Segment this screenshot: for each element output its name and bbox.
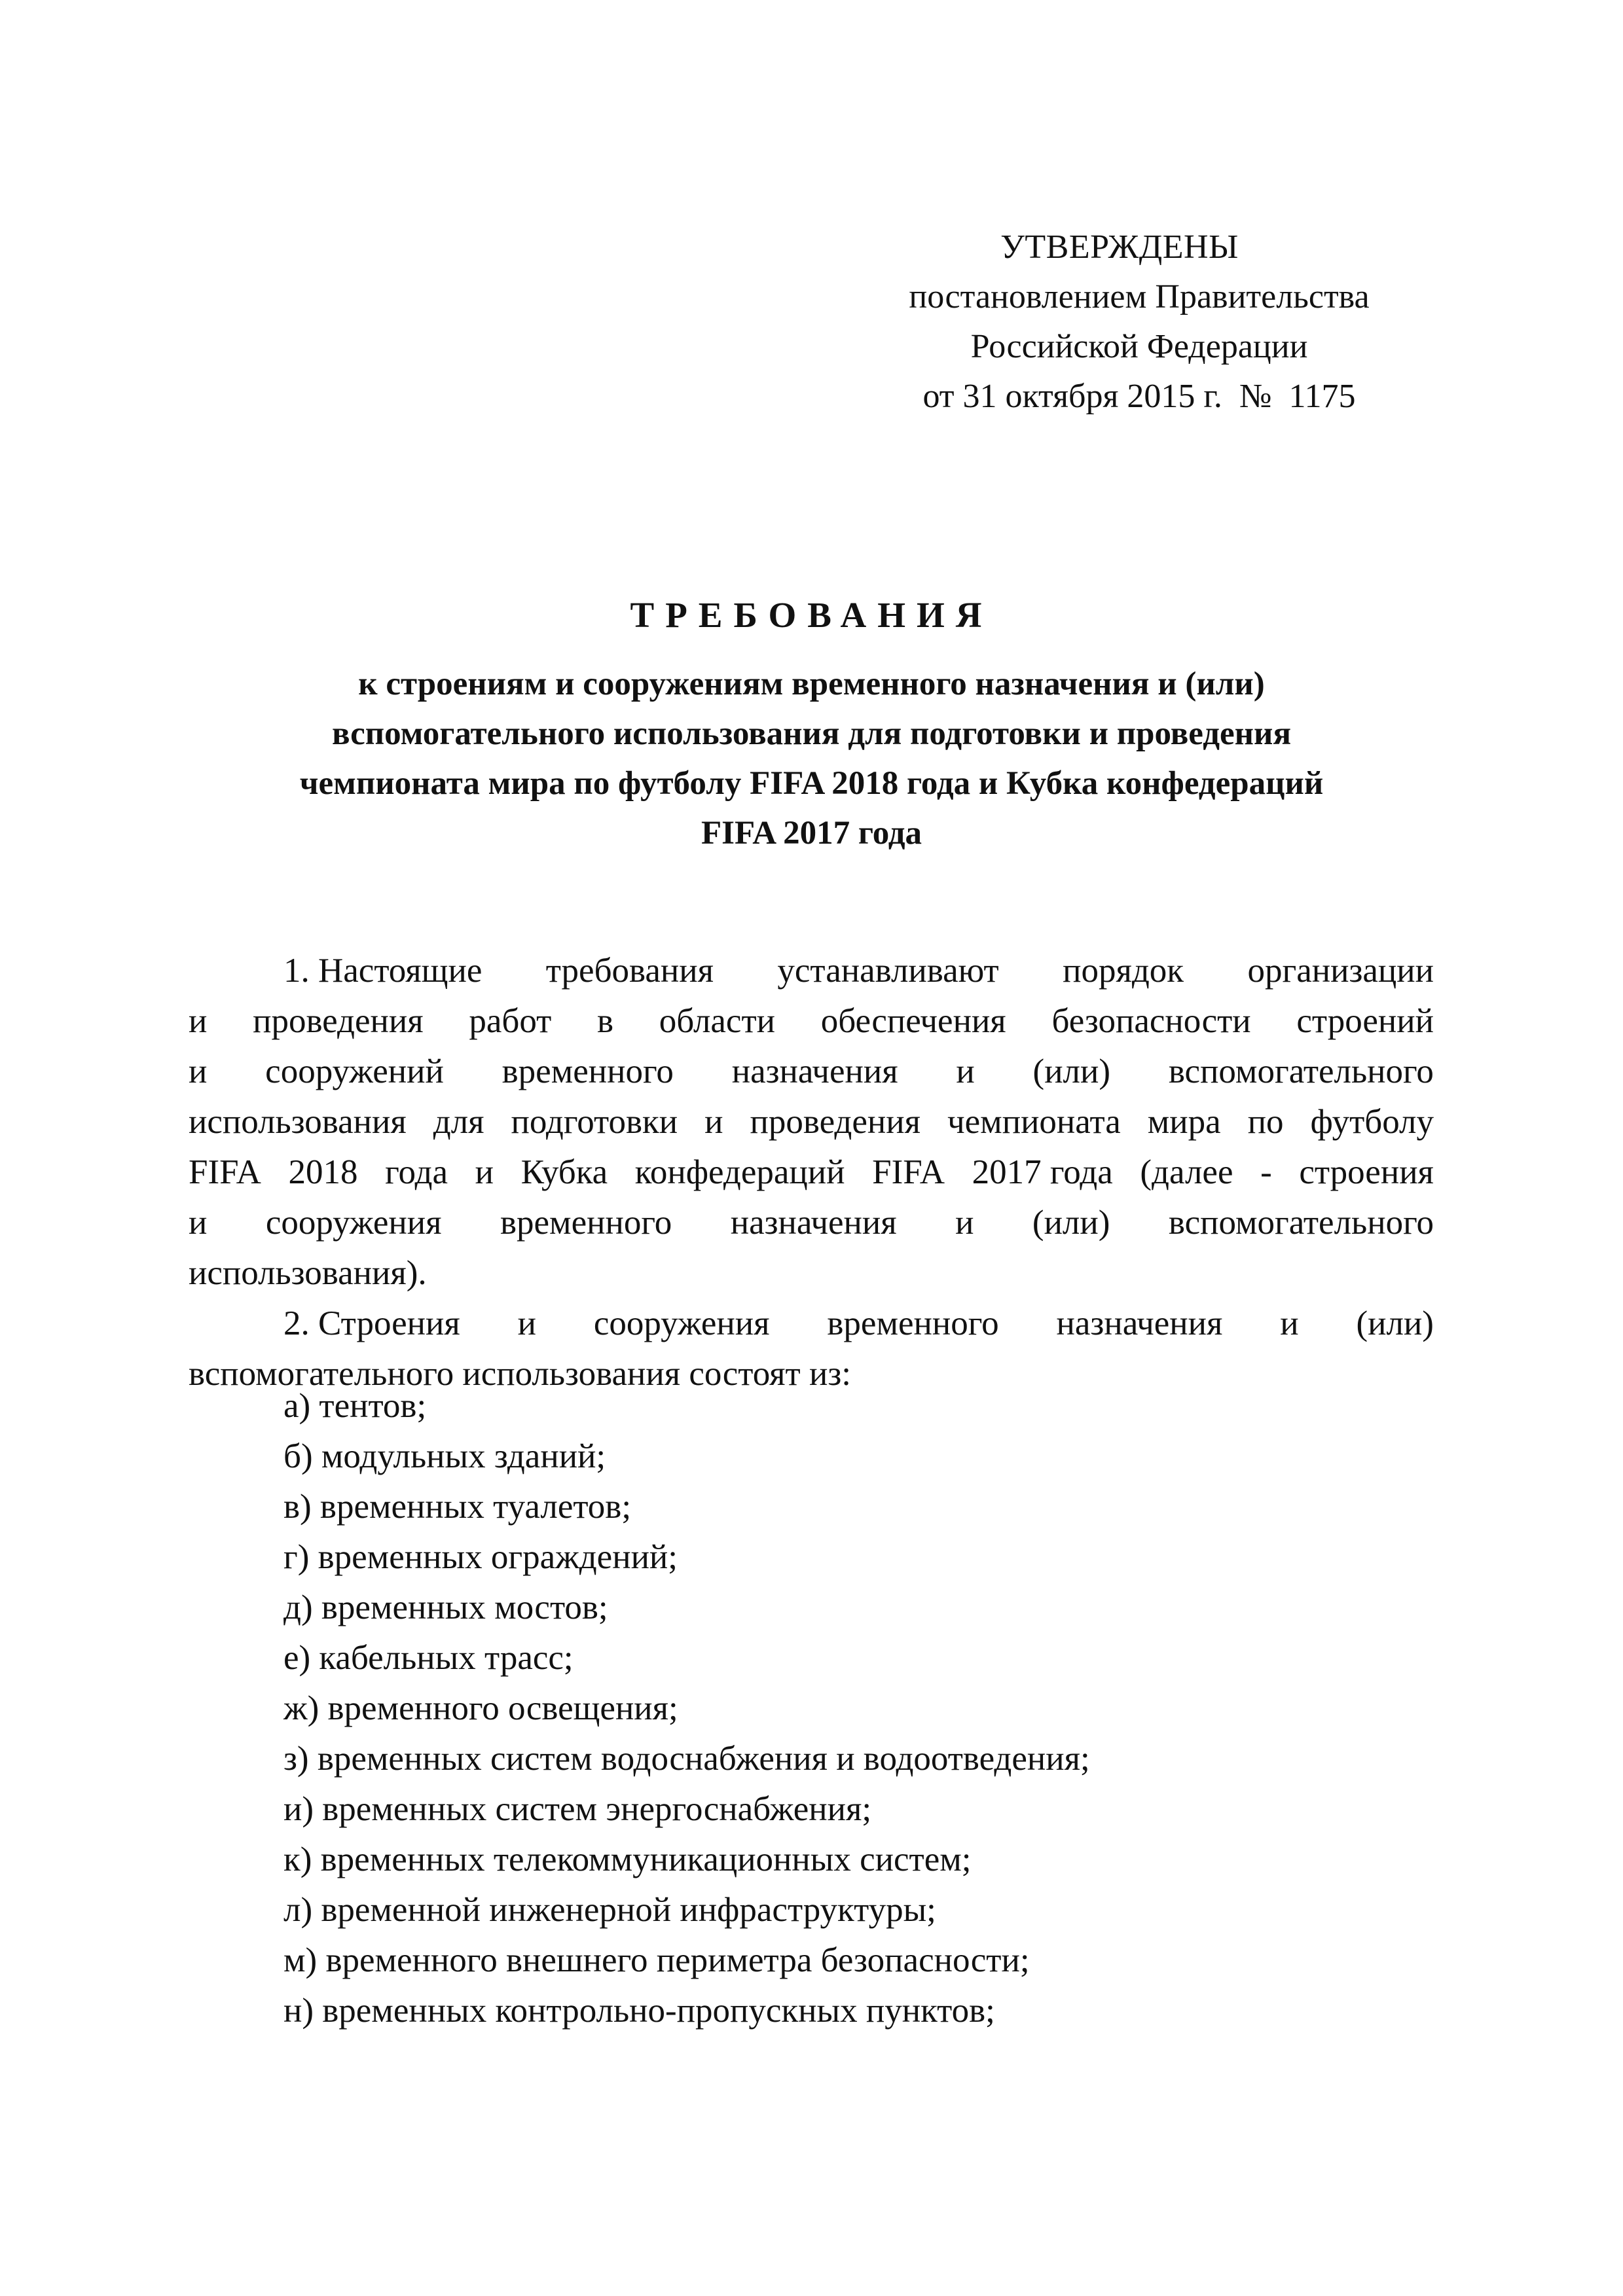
word: организации: [1247, 952, 1434, 990]
approval-line-1: постановлением Правительства: [909, 278, 1370, 315]
word: (или): [1032, 1052, 1111, 1090]
paragraph-1-line: [189, 1047, 1434, 1097]
structures-list: [283, 1381, 1090, 2036]
word: по: [1247, 1103, 1284, 1141]
paragraph-2-last-line: вспомогательного использования состоят из:: [189, 1355, 851, 1393]
list-item: ж) временного освещения;: [283, 1689, 678, 1727]
word: футболу: [1310, 1103, 1434, 1141]
list-item: к) временных телекоммуникационных систем;: [283, 1840, 972, 1878]
list-item: г) временных ограждений;: [283, 1538, 678, 1576]
list-item: в) временных туалетов;: [283, 1488, 632, 1526]
subtitle-line: FIFA 2017 года: [701, 815, 922, 852]
list-item: д) временных мостов;: [283, 1588, 608, 1626]
word: и: [955, 1204, 974, 1242]
subtitle-line: к строениям и сооружениям временного назначения и (или): [358, 666, 1265, 702]
word: назначения: [1056, 1304, 1223, 1342]
word: сооружений: [265, 1052, 444, 1090]
word: проведения: [750, 1103, 921, 1141]
word: (или): [1356, 1304, 1434, 1342]
word: в: [597, 1002, 614, 1040]
word: и: [1280, 1304, 1299, 1342]
word: работ: [469, 1002, 552, 1040]
word: 2017 года: [972, 1153, 1113, 1191]
word: (или): [1032, 1204, 1110, 1242]
word: (далее: [1140, 1153, 1233, 1191]
word: года: [385, 1153, 448, 1191]
paragraph-1-last-line: использования).: [189, 1254, 427, 1292]
word: и: [189, 1052, 208, 1090]
word: сооружения: [265, 1204, 442, 1242]
list-item: м) временного внешнего периметра безопасности;: [283, 1941, 1030, 1979]
word: обеспечения: [820, 1002, 1006, 1040]
word: и: [189, 1204, 208, 1242]
paragraph-1-line: [189, 1198, 1434, 1248]
document-title: ТРЕБОВАНИЯ: [630, 595, 993, 635]
word: 2018: [288, 1153, 358, 1191]
word: строений: [1296, 1002, 1434, 1040]
word: временного: [500, 1204, 672, 1242]
word: устанавливают: [777, 952, 999, 990]
word: FIFA: [872, 1153, 945, 1191]
word: назначения: [730, 1204, 897, 1242]
word: подготовки: [511, 1103, 678, 1141]
word: использования: [189, 1103, 407, 1141]
paragraph-1-line: [189, 1097, 1434, 1147]
approval-line-2: Российской Федерации: [970, 328, 1308, 365]
paragraph-1-line: [189, 1147, 1434, 1198]
list-item: н) временных контрольно-пропускных пунктов;: [283, 1992, 995, 2030]
word: мира: [1147, 1103, 1221, 1141]
word: и: [189, 1002, 208, 1040]
word: строения: [1299, 1153, 1434, 1191]
document-subtitle: [157, 659, 1466, 858]
word: 2. Строения: [283, 1304, 460, 1342]
word: и: [956, 1052, 975, 1090]
list-item: л) временной инженерной инфраструктуры;: [283, 1891, 936, 1929]
approval-block: [845, 223, 1434, 422]
approved-heading: УТВЕРЖДЕНЫ: [1000, 228, 1239, 266]
list-item: б) модульных зданий;: [283, 1437, 606, 1475]
paragraph-1-line: [189, 996, 1434, 1047]
word: для: [433, 1103, 484, 1141]
word: Кубка: [520, 1153, 608, 1191]
list-item: а) тентов;: [283, 1387, 427, 1425]
subtitle-line: вспомогательного использования для подготовки и проведения: [331, 715, 1292, 752]
word: конфедераций: [634, 1153, 845, 1191]
list-item: и) временных систем энергоснабжения;: [283, 1790, 872, 1828]
document-body: [189, 946, 1434, 1399]
word: временного: [501, 1052, 674, 1090]
approval-date-line: от 31 октября 2015 г. № 1175: [922, 378, 1356, 415]
word: области: [659, 1002, 775, 1040]
word: -: [1260, 1153, 1272, 1191]
word: безопасности: [1051, 1002, 1251, 1040]
word: проведения: [253, 1002, 424, 1040]
word: чемпионата: [947, 1103, 1121, 1141]
word: и: [704, 1103, 723, 1141]
word: порядок: [1063, 952, 1184, 990]
word: и: [517, 1304, 536, 1342]
paragraph-1-line: [189, 946, 1434, 996]
word: требования: [545, 952, 714, 990]
word: вспомогательного: [1168, 1052, 1434, 1090]
paragraph-2-line: [189, 1299, 1434, 1349]
list-item: з) временных систем водоснабжения и водоотведения;: [283, 1740, 1090, 1778]
word: 1. Настоящие: [283, 952, 483, 990]
word: временного: [827, 1304, 999, 1342]
word: вспомогательного: [1168, 1204, 1434, 1242]
word: и: [475, 1153, 494, 1191]
word: назначения: [731, 1052, 898, 1090]
subtitle-line: чемпионата мира по футболу FIFA 2018 года и Кубка конфедераций: [299, 765, 1324, 802]
word: FIFA: [189, 1153, 261, 1191]
word: сооружения: [593, 1304, 770, 1342]
list-item: е) кабельных трасс;: [283, 1639, 574, 1677]
